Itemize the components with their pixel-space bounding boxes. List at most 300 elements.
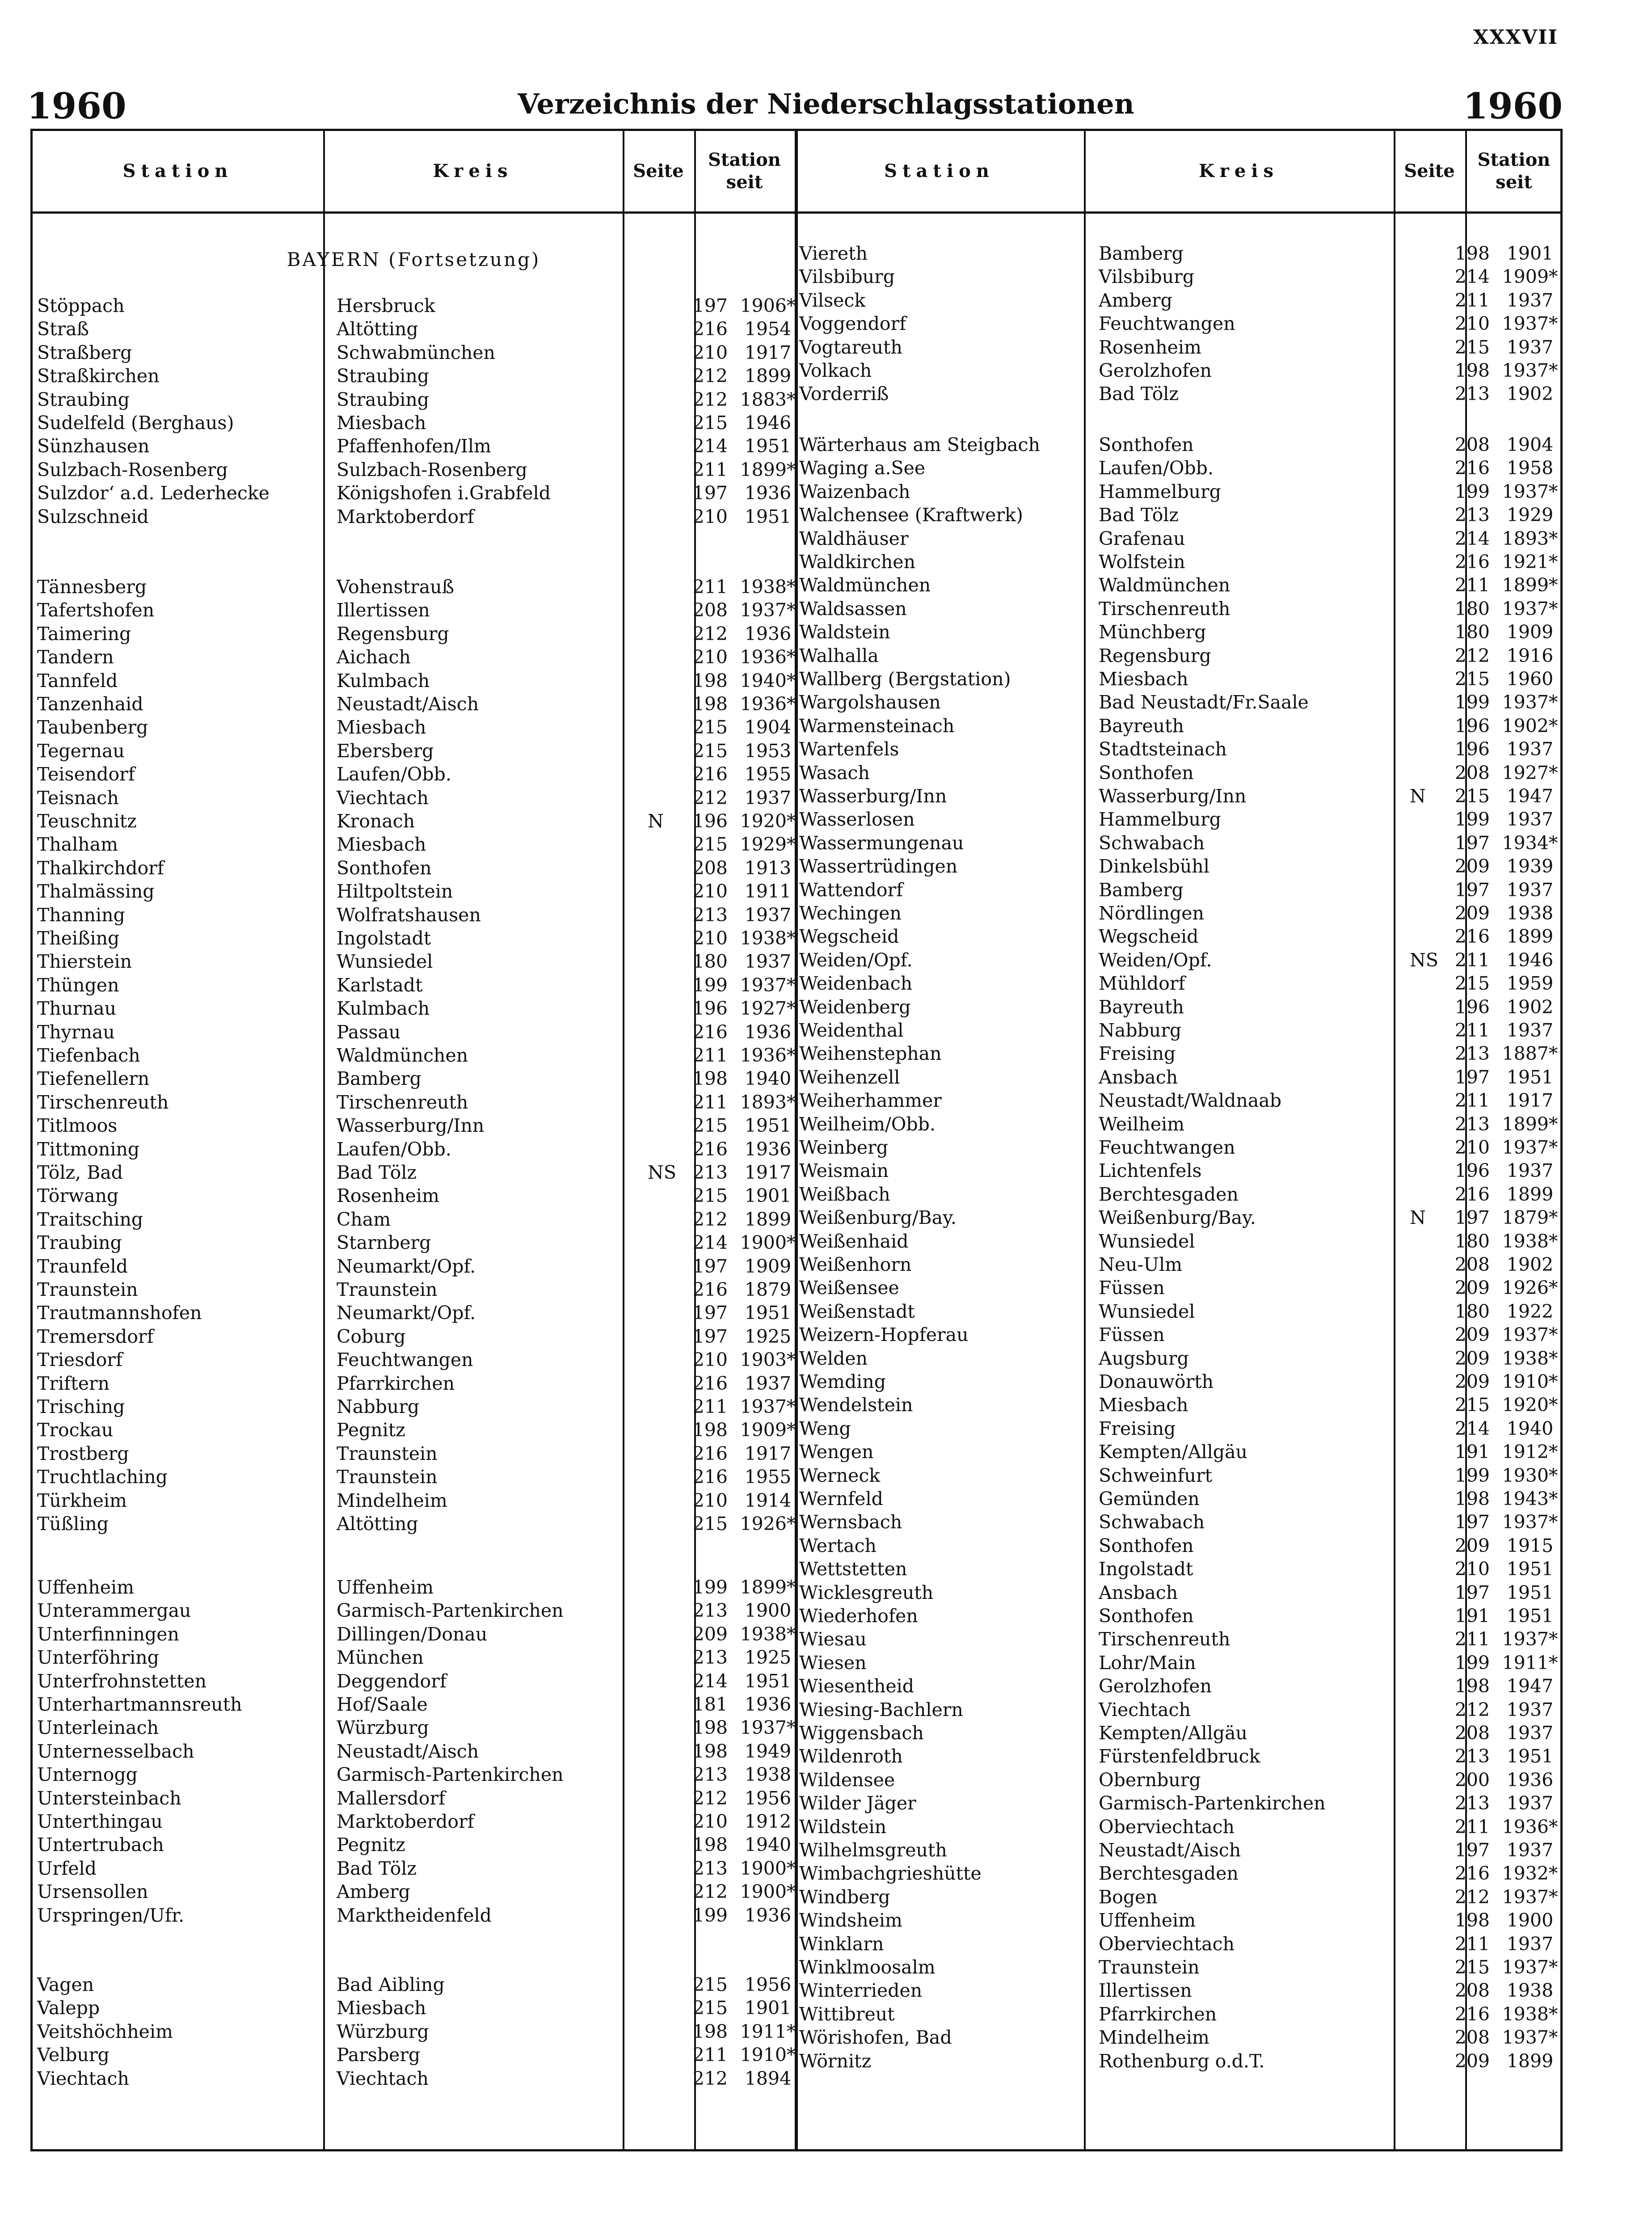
cell-seite: 200 — [1454, 1769, 1490, 1791]
header-kreis: Kreis — [433, 160, 513, 181]
cell-kreis: Kronach — [337, 810, 415, 832]
cell-seite: 199 — [1454, 692, 1490, 713]
table-row — [795, 1159, 1564, 1182]
table-row — [795, 1815, 1564, 1839]
cell-station: Trockau — [37, 1419, 114, 1441]
cell-seit: 1936 — [1506, 1769, 1554, 1791]
cell-seit: 1887* — [1502, 1043, 1558, 1065]
cell-station: Wechingen — [799, 902, 902, 924]
cell-station: Wildenroth — [799, 1746, 903, 1767]
cell-kreis: Augsburg — [1099, 1347, 1189, 1369]
cell-seit: 1927* — [1502, 762, 1558, 784]
cell-station: Werneck — [799, 1464, 881, 1486]
cell-station: Thanning — [37, 904, 125, 926]
right-station-list — [795, 131, 1564, 2142]
cell-seit: 1926* — [740, 1513, 796, 1535]
cell-kreis: Fürstenfeldbruck — [1099, 1746, 1260, 1767]
header-kreis-right: Kreis — [1198, 160, 1279, 181]
cell-station: Winterrieden — [799, 1980, 923, 2002]
cell-seite: 210 — [1454, 1137, 1490, 1158]
table-row — [795, 1721, 1564, 1745]
table-row — [33, 833, 795, 856]
cell-kreis: Viechtach — [1099, 1699, 1191, 1721]
table-row — [795, 1651, 1564, 1674]
cell-seite: 210 — [692, 1349, 728, 1371]
page-title: Verzeichnis der Niederschlagsstationen — [518, 88, 1134, 120]
cell-kreis: Dillingen/Donau — [337, 1623, 488, 1645]
cell-seite: 196 — [1454, 715, 1490, 737]
cell-kreis: Altötting — [337, 1513, 418, 1535]
cell-station: Weismain — [799, 1160, 889, 1182]
cell-station: Triftern — [37, 1372, 110, 1394]
cell-station: Vogtareuth — [799, 336, 902, 358]
table-row — [795, 2026, 1564, 2049]
cell-kreis: Passau — [337, 1021, 401, 1043]
cell-seit: 1936 — [744, 482, 792, 504]
cell-seit: 1899* — [1502, 1113, 1558, 1135]
table-row — [33, 880, 795, 903]
cell-kreis: Pegnitz — [337, 1419, 405, 1441]
cell-kreis: Füssen — [1099, 1324, 1165, 1346]
cell-seit: 1909 — [744, 1255, 792, 1277]
table-row — [33, 974, 795, 997]
cell-kreis: Bayreuth — [1099, 996, 1184, 1018]
cell-kreis: Miesbach — [337, 834, 426, 856]
cell-station: Thalmässing — [37, 881, 155, 902]
cell-seite: 211 — [1454, 1020, 1490, 1041]
cell-station: Weißenstadt — [799, 1300, 915, 1322]
cell-seite: 214 — [1454, 1417, 1490, 1439]
cell-seit: 1946 — [744, 412, 792, 434]
cell-kreis: Gemünden — [1099, 1488, 1200, 1510]
cell-station: Wittibreut — [799, 2003, 895, 2025]
cell-kreis: Kempten/Allgäu — [1099, 1441, 1247, 1463]
cell-seit: 1940 — [744, 1068, 792, 1090]
table-row — [795, 1464, 1564, 1487]
cell-seit: 1937 — [1506, 289, 1554, 311]
cell-seite: 212 — [1454, 1699, 1490, 1721]
cell-kreis: Illertissen — [1099, 1980, 1192, 2002]
table-row — [795, 1417, 1564, 1440]
cell-seite: 212 — [692, 365, 728, 387]
cell-seit: 1911* — [1502, 1652, 1558, 1674]
cell-seit: 1901 — [1506, 243, 1554, 264]
cell-seite: 198 — [1454, 243, 1490, 264]
cell-seit: 1959 — [1506, 973, 1554, 995]
cell-station: Thierstein — [37, 951, 132, 973]
cell-seit: 1937* — [1502, 1957, 1558, 1978]
cell-seite: 215 — [692, 834, 728, 856]
table-row — [795, 714, 1564, 738]
table-row — [795, 1510, 1564, 1534]
cell-seit: 1900* — [740, 1881, 796, 1903]
cell-seite: 215 — [692, 740, 728, 762]
cell-seite: 210 — [692, 342, 728, 363]
cell-station: Weizern-Hopferau — [799, 1324, 969, 1346]
cell-seit: 1909 — [1506, 621, 1554, 643]
cell-seite: 214 — [1454, 527, 1490, 549]
table-row — [795, 1276, 1564, 1299]
cell-station: Waldsassen — [799, 598, 907, 620]
cell-station: Vagen — [37, 1974, 94, 1995]
cell-seite: 211 — [1454, 289, 1490, 311]
cell-seit: 1904 — [1506, 434, 1554, 455]
table-row — [33, 1184, 795, 1207]
cell-seite: 209 — [1454, 2050, 1490, 2072]
cell-seit: 1951 — [744, 1302, 792, 1324]
table-row — [33, 505, 795, 528]
table-row — [33, 1372, 795, 1395]
cell-seite: 211 — [1454, 1933, 1490, 1955]
cell-station: Türkheim — [37, 1489, 127, 1511]
cell-seit: 1951 — [1506, 1066, 1554, 1088]
cell-station: Sulzdor‘ a.d. Lederhecke — [37, 482, 270, 504]
table-row — [795, 738, 1564, 761]
cell-station: Taubenberg — [37, 717, 148, 738]
table-row — [795, 784, 1564, 808]
cell-station: Unternesselbach — [37, 1740, 194, 1762]
cell-kreis: Straubing — [337, 365, 430, 387]
cell-seit: 1937* — [1502, 1511, 1558, 1533]
cell-seit: 1899 — [1506, 926, 1554, 948]
table-row — [33, 1208, 795, 1231]
cell-seite: 212 — [692, 1881, 728, 1903]
cell-seit: 1920* — [1502, 1394, 1558, 1416]
cell-seite: 181 — [692, 1694, 728, 1715]
cell-station: Wörnitz — [799, 2050, 872, 2072]
cell-kreis: Straubing — [337, 388, 430, 410]
cell-seite: 199 — [1454, 809, 1490, 831]
cell-seit: 1938 — [1506, 1980, 1554, 2002]
cell-station: Trisching — [37, 1396, 125, 1417]
cell-station: Weilheim/Obb. — [799, 1113, 936, 1135]
cell-seite: 215 — [692, 717, 728, 738]
cell-seit: 1946 — [1506, 949, 1554, 971]
table-row — [795, 949, 1564, 972]
cell-seit: 1900 — [744, 1600, 792, 1622]
cell-kreis: Laufen/Obb. — [1099, 457, 1214, 479]
cell-kreis: Dinkelsbühl — [1099, 856, 1210, 877]
table-row — [33, 434, 795, 458]
cell-station: Teisnach — [37, 787, 119, 809]
cell-kreis: Königshofen i.Grabfeld — [337, 482, 551, 504]
cell-seit: 1949 — [744, 1740, 792, 1762]
cell-station: Unterfrohnstetten — [37, 1670, 206, 1692]
cell-kreis: Sonthofen — [337, 857, 432, 879]
cell-seite: 211 — [692, 1045, 728, 1066]
cell-station: Wertach — [799, 1535, 877, 1556]
table-row — [33, 622, 795, 645]
cell-seit: 1937 — [744, 951, 792, 973]
cell-seit: 1936* — [1502, 1816, 1558, 1838]
cell-seite: 199 — [692, 1577, 728, 1598]
cell-seit: 1938* — [740, 1623, 796, 1645]
cell-station: Waldhäuser — [799, 527, 909, 549]
cell-seit: 1937 — [1506, 1699, 1554, 1721]
cell-station: Wildensee — [799, 1769, 895, 1791]
cell-station: Wasach — [799, 762, 870, 784]
cell-station: Traubing — [37, 1232, 122, 1254]
cell-seite: 197 — [1454, 1207, 1490, 1229]
cell-seite: 211 — [692, 2044, 728, 2066]
cell-seite: 196 — [1454, 1160, 1490, 1182]
cell-kreis: Nabburg — [1099, 1020, 1182, 1041]
cell-kreis: Füssen — [1099, 1277, 1165, 1299]
cell-seit: 1926* — [1502, 1277, 1558, 1299]
cell-kreis: Schwabmünchen — [337, 342, 495, 363]
cell-seit: 1937 — [744, 1372, 792, 1394]
table-row — [33, 1418, 795, 1442]
table-row — [33, 341, 795, 364]
cell-station: Wiederhofen — [799, 1605, 918, 1627]
table-row — [33, 669, 795, 692]
cell-station: Unterammergau — [37, 1600, 191, 1622]
table-row — [795, 456, 1564, 480]
cell-seit: 1902 — [1506, 1254, 1554, 1275]
table-row — [795, 1089, 1564, 1112]
table-row — [33, 856, 795, 880]
cell-seit: 1937 — [1506, 336, 1554, 358]
cell-seite: 211 — [1454, 1628, 1490, 1650]
cell-seite: 196 — [692, 998, 728, 1020]
cell-kreis: Miesbach — [337, 1997, 426, 2019]
cell-station: Tüßling — [37, 1513, 109, 1535]
cell-seit: 1903* — [740, 1349, 796, 1371]
cell-station: Unterthingau — [37, 1811, 163, 1832]
cell-seit: 1938 — [1506, 902, 1554, 924]
cell-station: Veitshöchheim — [37, 2020, 173, 2042]
table-row — [795, 1628, 1564, 1651]
cell-seit: 1937* — [1502, 1324, 1558, 1346]
cell-seite: 213 — [692, 1600, 728, 1622]
cell-station: Törwang — [37, 1185, 119, 1207]
cell-kreis: Bad Tölz — [1099, 383, 1179, 405]
table-row — [795, 2003, 1564, 2026]
cell-kreis: Pegnitz — [337, 1834, 405, 1856]
cell-station: Straßberg — [37, 342, 132, 363]
cell-kreis: Wegscheid — [1099, 926, 1199, 948]
cell-seite: 209 — [1454, 1324, 1490, 1346]
cell-kreis: Bamberg — [1099, 879, 1184, 901]
cell-station: Teisendorf — [37, 763, 135, 785]
cell-kreis: Ingolstadt — [337, 928, 431, 949]
cell-station: Traitsching — [37, 1208, 143, 1230]
cell-station: Weidenbach — [799, 973, 913, 995]
cell-seit: 1937* — [1502, 481, 1558, 502]
cell-mark: N — [648, 810, 664, 832]
cell-kreis: Gerolzhofen — [1099, 1675, 1212, 1697]
table-row — [33, 1231, 795, 1254]
cell-kreis: Pfarrkirchen — [337, 1372, 455, 1394]
table-row — [795, 831, 1564, 855]
cell-seit: 1937* — [1502, 2027, 1558, 2049]
cell-station: Wengen — [799, 1441, 874, 1463]
cell-station: Tirschenreuth — [37, 1091, 169, 1113]
table-row — [33, 1114, 795, 1137]
cell-seite: 214 — [1454, 266, 1490, 288]
cell-kreis: Bamberg — [337, 1068, 421, 1090]
table-row — [33, 1646, 795, 1669]
header-seite: Seite — [633, 160, 684, 181]
table-row — [795, 1393, 1564, 1417]
cell-seite: 197 — [1454, 879, 1490, 901]
cell-station: Unternogg — [37, 1764, 138, 1786]
cell-seite: 211 — [692, 459, 728, 481]
cell-seit: 1937* — [740, 599, 796, 621]
cell-station: Waizenbach — [799, 481, 910, 502]
cell-seit: 1938* — [1502, 1347, 1558, 1369]
cell-kreis: Feuchtwangen — [1099, 313, 1235, 335]
cell-station: Volkach — [799, 360, 872, 381]
cell-seit: 1940 — [744, 1834, 792, 1856]
cell-seit: 1937 — [1506, 809, 1554, 831]
table-row — [795, 925, 1564, 948]
table-row — [33, 1512, 795, 1535]
table-row — [795, 1066, 1564, 1089]
table-row — [795, 265, 1564, 288]
table-row — [795, 1487, 1564, 1510]
year-left: 1960 — [27, 85, 126, 127]
cell-station: Wörishofen, Bad — [799, 2027, 952, 2049]
table-row — [795, 1581, 1564, 1604]
cell-seit: 1937* — [1502, 1628, 1558, 1650]
table-row — [33, 1325, 795, 1348]
cell-seite: 198 — [692, 1834, 728, 1856]
cell-seit: 1951 — [1506, 1581, 1554, 1603]
cell-seit: 1937 — [744, 904, 792, 926]
table-row — [33, 1301, 795, 1324]
cell-station: Thalkirchdorf — [37, 857, 164, 879]
table-row — [33, 1489, 795, 1512]
cell-seite: 191 — [1454, 1441, 1490, 1463]
table-row — [795, 1792, 1564, 1815]
cell-station: Teuschnitz — [37, 810, 137, 832]
table-row — [795, 2049, 1564, 2073]
cell-kreis: Mühldorf — [1099, 973, 1185, 995]
cell-kreis: Neumarkt/Opf. — [337, 1302, 476, 1324]
cell-kreis: Mindelheim — [337, 1489, 447, 1511]
cell-seit: 1901 — [744, 1185, 792, 1207]
cell-kreis: Ebersberg — [337, 740, 434, 762]
cell-mark: NS — [648, 1162, 676, 1183]
cell-kreis: Bad Neustadt/Fr.Saale — [1099, 692, 1309, 713]
cell-seit: 1902 — [1506, 383, 1554, 405]
cell-station: Welden — [799, 1347, 868, 1369]
cell-kreis: Karlstadt — [337, 974, 423, 996]
cell-kreis: Wasserburg/Inn — [337, 1115, 485, 1137]
cell-seit: 1958 — [1506, 457, 1554, 479]
cell-station: Trautmannshofen — [37, 1302, 202, 1324]
table-row — [795, 1136, 1564, 1159]
cell-kreis: Donauwörth — [1099, 1371, 1214, 1392]
cell-seit: 1899* — [740, 1577, 796, 1598]
cell-seite: 213 — [1454, 504, 1490, 526]
cell-station: Tremersdorf — [37, 1325, 154, 1347]
cell-seite: 198 — [692, 1740, 728, 1762]
cell-seit: 1937 — [1506, 1792, 1554, 1814]
cell-kreis: Freising — [1099, 1043, 1176, 1065]
cell-seite: 213 — [692, 1162, 728, 1183]
cell-kreis: Vohenstrauß — [337, 576, 454, 598]
cell-kreis: Tirschenreuth — [1099, 598, 1231, 620]
table-row — [795, 1839, 1564, 1862]
table-row — [795, 855, 1564, 878]
cell-seit: 1936 — [744, 1694, 792, 1715]
cell-kreis: Bad Aibling — [337, 1974, 445, 1995]
cell-kreis: Regensburg — [337, 623, 449, 645]
cell-seit: 1955 — [744, 763, 792, 785]
cell-kreis: Freising — [1099, 1417, 1176, 1439]
cell-kreis: Wolfratshausen — [337, 904, 481, 926]
table-row — [795, 902, 1564, 925]
table-row — [33, 645, 795, 669]
cell-kreis: Illertissen — [337, 599, 430, 621]
cell-seite: 213 — [692, 1647, 728, 1669]
cell-station: Untertrubach — [37, 1834, 164, 1856]
header-station-right: Station — [884, 160, 995, 181]
cell-seit: 1937* — [1502, 1137, 1558, 1158]
cell-seite: 209 — [1454, 1371, 1490, 1392]
cell-seite: 214 — [692, 1670, 728, 1692]
table-row — [33, 1857, 795, 1880]
cell-seite: 197 — [1454, 1511, 1490, 1533]
table-row — [795, 1557, 1564, 1581]
cell-seit: 1902 — [1506, 996, 1554, 1018]
cell-seit: 1921* — [1502, 551, 1558, 573]
cell-kreis: Ansbach — [1099, 1581, 1178, 1603]
cell-seite: 215 — [1454, 973, 1490, 995]
cell-seit: 1916 — [1506, 645, 1554, 666]
cell-station: Thurnau — [37, 998, 117, 1020]
table-row — [795, 620, 1564, 644]
table-row — [795, 878, 1564, 902]
cell-seit: 1955 — [744, 1466, 792, 1488]
cell-seite: 191 — [1454, 1605, 1490, 1627]
cell-station: Wettstetten — [799, 1558, 907, 1580]
cell-seite: 210 — [692, 506, 728, 527]
cell-station: Weihenstephan — [799, 1043, 942, 1065]
cell-kreis: Hammelburg — [1099, 481, 1221, 502]
cell-seit: 1912 — [744, 1811, 792, 1832]
cell-seite: 197 — [692, 295, 728, 316]
table-row — [795, 1183, 1564, 1206]
table-row — [795, 1768, 1564, 1792]
station-table — [30, 129, 1563, 2151]
cell-station: Wallberg (Bergstation) — [799, 668, 1011, 690]
cell-seite: 196 — [692, 810, 728, 832]
cell-seit: 1937* — [1502, 313, 1558, 335]
cell-seit: 1951 — [1506, 1746, 1554, 1767]
cell-station: Windberg — [799, 1886, 890, 1908]
cell-station: Truchtlaching — [37, 1466, 168, 1488]
cell-station: Unterfinningen — [37, 1623, 179, 1645]
cell-seit: 1936 — [744, 1904, 792, 1926]
cell-station: Waldmünchen — [799, 574, 931, 596]
cell-seite: 212 — [692, 1787, 728, 1809]
cell-station: Wegscheid — [799, 926, 899, 948]
table-row — [795, 1206, 1564, 1229]
table-row — [33, 1904, 795, 1927]
cell-kreis: Grafenau — [1099, 527, 1185, 549]
cell-kreis: Pfarrkirchen — [1099, 2003, 1217, 2025]
table-row — [795, 433, 1564, 456]
cell-kreis: Wunsiedel — [337, 951, 433, 973]
cell-kreis: Hammelburg — [1099, 809, 1221, 831]
cell-station: Wimbachgrieshütte — [799, 1863, 982, 1885]
cell-station: Vilsbiburg — [799, 266, 895, 288]
cell-seit: 1951 — [1506, 1605, 1554, 1627]
cell-kreis: Neustadt/Aisch — [337, 1740, 479, 1762]
